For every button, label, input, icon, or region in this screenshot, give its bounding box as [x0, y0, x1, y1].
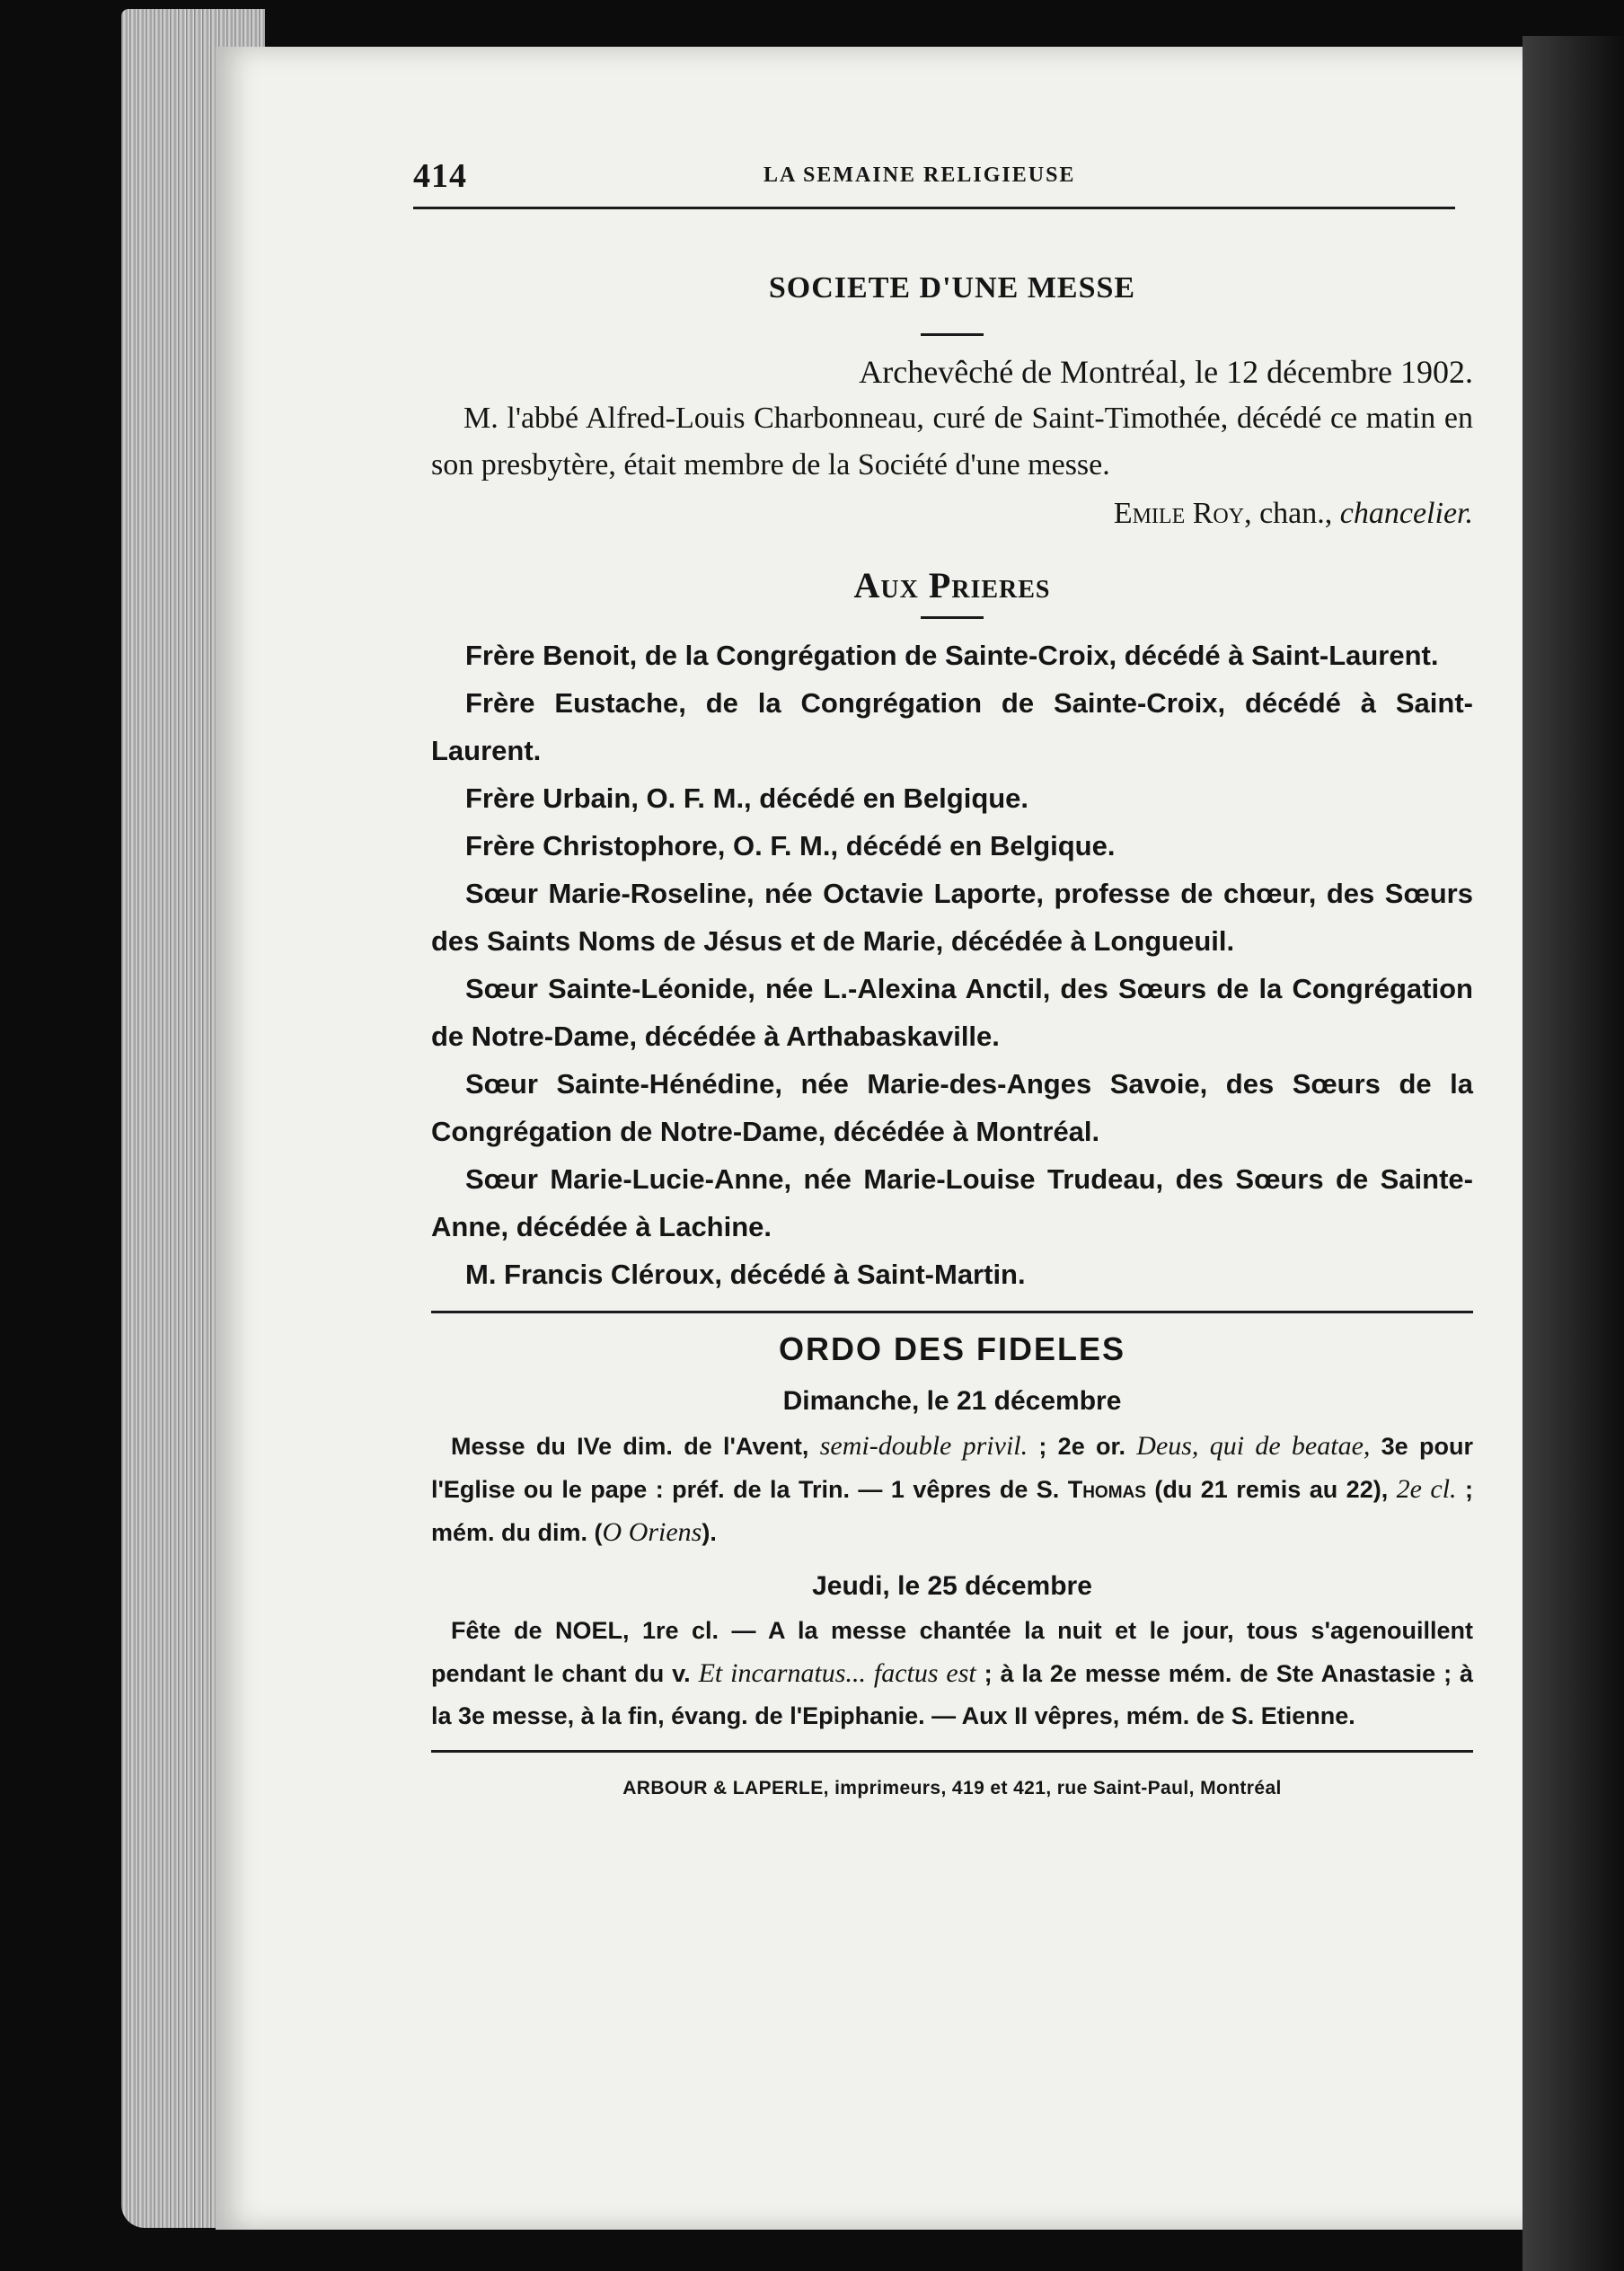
ordo-day-title: Dimanche, le 21 décembre — [782, 1386, 1122, 1416]
text-run: ; à la 2e messe mém. de Ste Anastasie ; à la 3e messe, à la fin, évang. de l'Epiphanie. — Aux II vêpres, mém. de S. Etienne. — [431, 1660, 1473, 1729]
priere-item: Frère Urbain, O. F. M., décédé en Belgique. — [465, 782, 1029, 814]
signature-title: chancelier. — [1339, 497, 1473, 530]
signature-role: , chan., — [1244, 497, 1340, 530]
text-run: 3e pour l'Eglise ou le pape : préf. de la Trin. — 1 vêpres de S. — [431, 1433, 1473, 1503]
imprint: ARBOUR & LAPERLE, imprimeurs, 419 et 421, rue Saint-Paul, Montréal — [622, 1778, 1282, 1798]
text-run: Messe du IVe dim. de l'Avent, — [451, 1433, 820, 1460]
text-run: ; 2e or. — [1028, 1433, 1137, 1460]
dateline: Archevêché de Montréal, le 12 décembre 1902. — [859, 354, 1473, 390]
text-run-italic: O Oriens — [602, 1517, 702, 1547]
text-run-italic: semi-double privil. — [819, 1431, 1028, 1461]
text-run-italic: Deus, qui de beatae, — [1136, 1431, 1371, 1461]
right-shadow — [1522, 36, 1624, 2271]
text-run: ). — [702, 1519, 717, 1546]
text-run: Thomas — [1067, 1476, 1146, 1503]
page-number: 414 — [413, 157, 467, 195]
ordo-title: ORDO DES FIDELES — [778, 1330, 1126, 1367]
text-run: Fête de NOEL, 1re cl. — A la messe chantée la nuit et le jour, tous s'agenouillent pendant le chant du v. — [431, 1617, 1473, 1687]
short-rule — [921, 616, 984, 619]
priere-item: Sœur Sainte-Léonide, née L.-Alexina Anctil, des Sœurs de la Congrégation de Notre-Dame, décédée à Arthabaskaville. — [431, 973, 1473, 1052]
societe-body: M. l'abbé Alfred-Louis Charbonneau, curé de Saint-Timothée, décédé ce matin en son presbytère, était membre de la Société d'une messe. — [431, 402, 1473, 482]
prieres-title: Aux Prieres — [853, 565, 1051, 605]
ordo-day-title: Jeudi, le 25 décembre — [812, 1571, 1092, 1601]
text-run-italic: Et incarnatus... factus est — [698, 1658, 976, 1688]
signature-name: Emile Roy — [1113, 497, 1245, 530]
page-content — [431, 265, 1473, 1812]
priere-item: Sœur Marie-Lucie-Anne, née Marie-Louise Trudeau, des Sœurs de Sainte-Anne, décédée à Lachine. — [431, 1163, 1473, 1242]
priere-item: Sœur Sainte-Hénédine, née Marie-des-Anges Savoie, des Sœurs de la Congrégation de Notre-Dame, décédée à Montréal. — [431, 1068, 1473, 1147]
prieres-list — [431, 632, 1473, 1298]
societe-title: SOCIETE D'UNE MESSE — [768, 271, 1136, 305]
priere-item: Frère Eustache, de la Congrégation de Sainte-Croix, décédé à Saint-Laurent. — [431, 687, 1473, 766]
priere-item: Frère Benoit, de la Congrégation de Sainte-Croix, décédé à Saint-Laurent. — [465, 640, 1439, 671]
ordo-paragraph — [431, 1610, 1473, 1737]
ordo-christmas-text — [431, 1610, 1473, 1737]
text-run: ; mém. du dim. ( — [431, 1476, 1473, 1546]
full-rule — [431, 1750, 1473, 1753]
ordo-sunday-text — [431, 1425, 1473, 1554]
full-rule — [431, 1311, 1473, 1313]
ordo-paragraph — [431, 1425, 1473, 1554]
running-head — [413, 153, 1455, 209]
priere-item: Sœur Marie-Roseline, née Octavie Laporte, professe de chœur, des Sœurs des Saints Noms de Jésus et de Marie, décédée à Longueuil. — [431, 878, 1473, 957]
priere-item: Frère Christophore, O. F. M., décédé en Belgique. — [465, 830, 1116, 862]
text-run-italic: 2e cl. — [1396, 1474, 1457, 1504]
signature — [431, 490, 1473, 537]
short-rule — [921, 333, 984, 336]
journal-title: LA SEMAINE RELIGIEUSE — [763, 163, 1076, 187]
text-run: (du 21 remis au 22), — [1145, 1476, 1397, 1503]
priere-item: M. Francis Cléroux, décédé à Saint-Martin. — [465, 1259, 1026, 1290]
